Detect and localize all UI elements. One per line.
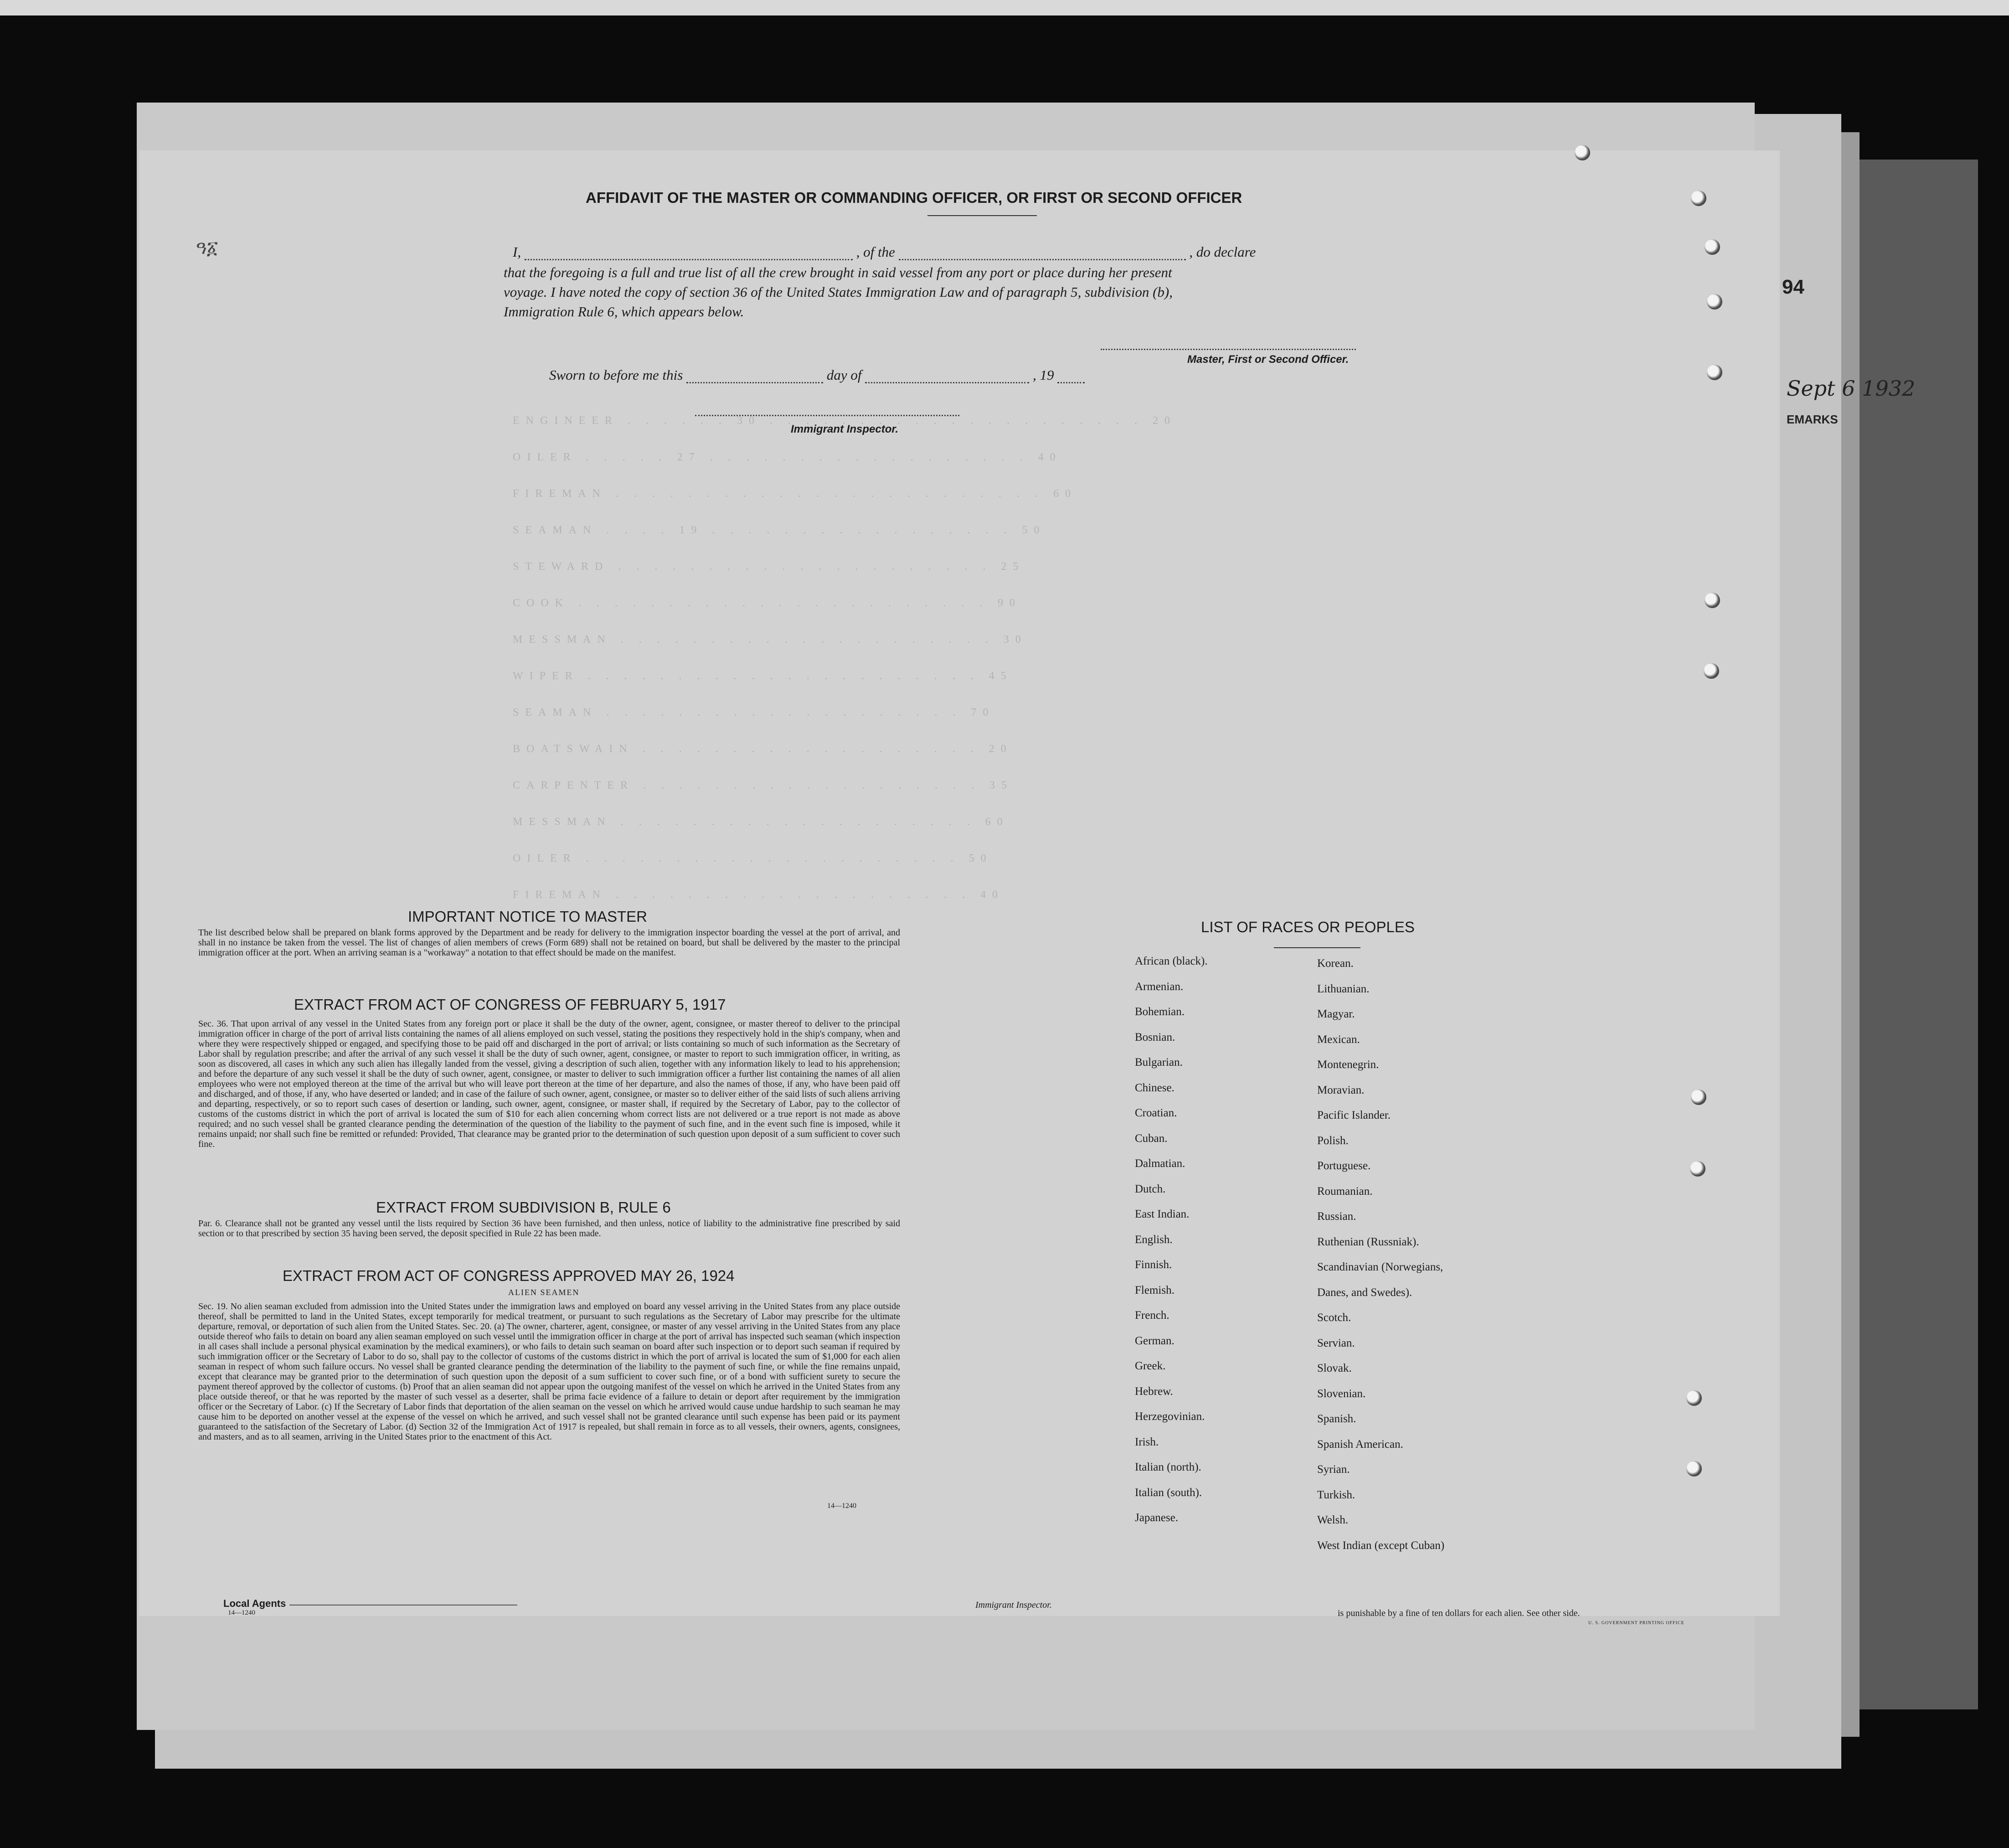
race-item: Bohemian. bbox=[1135, 1006, 1185, 1018]
affidavit-line-2: that the foregoing is a full and true list of all the crew brought in said vessel from any port or place during her present bbox=[504, 264, 1172, 280]
races-title: LIST OF RACES OR PEOPLES bbox=[1201, 919, 1415, 935]
binder-hole bbox=[1686, 1461, 1702, 1476]
bleedthrough-row: FIREMAN . . . . . . . . . . . . . . . . . . . . 40 bbox=[513, 889, 1004, 901]
race-item: Bosnian. bbox=[1135, 1031, 1175, 1043]
races-title-rule bbox=[1274, 947, 1360, 948]
race-item: Lithuanian. bbox=[1317, 982, 1370, 995]
affidavit-of-the-label: , of the bbox=[856, 244, 895, 260]
race-item: Slovak. bbox=[1317, 1362, 1352, 1374]
race-item: Irish. bbox=[1135, 1435, 1159, 1448]
race-item: French. bbox=[1135, 1309, 1169, 1321]
bleedthrough-row: SEAMAN . . . . 19 . . . . . . . . . . . . . . . . . 50 bbox=[513, 524, 1046, 536]
race-item: Croatian. bbox=[1135, 1107, 1177, 1119]
remarks-column-label: EMARKS bbox=[1787, 413, 1838, 426]
extract-rule6-title: EXTRACT FROM SUBDIVISION B, RULE 6 bbox=[376, 1199, 671, 1216]
extract-rule6-body: Par. 6. Clearance shall not be granted any vessel until the lists required by Section 36 have been furnished, and then unless, notice of liability to the administrative fine prescribed by said section or to that prescribed by section 35 having been served, the deposit specified in Rule 22 has been made. bbox=[198, 1218, 900, 1239]
extract-1917-title: EXTRACT FROM ACT OF CONGRESS OF FEBRUARY 5, 1917 bbox=[294, 996, 726, 1013]
local-agents-form: 14—1240 bbox=[228, 1609, 255, 1616]
race-item: Mexican. bbox=[1317, 1033, 1360, 1046]
bleedthrough-row: BOATSWAIN . . . . . . . . . . . . . . . . . . . 20 bbox=[513, 743, 1013, 755]
affidavit-declare-label: , do declare bbox=[1189, 244, 1256, 260]
race-item: Russian. bbox=[1317, 1210, 1356, 1223]
binder-hole bbox=[1705, 593, 1720, 608]
year-prefix: , 19 bbox=[1032, 367, 1054, 383]
affidavit-sheet bbox=[139, 150, 1780, 1626]
page-number: 94 bbox=[1782, 276, 1804, 298]
master-signature-label: Master, First or Second Officer. bbox=[1187, 353, 1349, 366]
race-item: German. bbox=[1135, 1334, 1174, 1347]
bleedthrough-row: OILER . . . . . 27 . . . . . . . . . . . . . . . . . . 40 bbox=[513, 451, 1062, 463]
race-item: West Indian (except Cuban) bbox=[1317, 1539, 1445, 1552]
form-number: 14—1240 bbox=[827, 1502, 856, 1510]
extract-1924-body: Sec. 19. No alien seaman excluded from admission into the United States under the immigration laws and employed on board any vessel arriving in the United States from any place outside thereof, shall be permitted to land in the United States, except temporarily for medical treatment, or pursuant to such regulations as the Secretary of Labor may prescribe for the ultimate departure, removal, or deportation of such alien from the United States. Sec. 20. (a) The owner, charterer, agent, consignee, or master of any vessel arriving in the United States from any place outside thereof who fails to detain on board any alien seaman employed on such vessel until the immigration officer in charge at the port of arrival has inspected such seaman (which inspection in all cases shall include a personal physical examination by the medical examiners), or who fails to detain such seaman on board after such inspection or to deport such seaman if required by such immigration officer or the Secretary of Labor to do so, shall pay to the collector of customs of the customs district in which the port of arrival is located the sum of $1,000 for each alien seaman in respect of whom such failure occurs. No vessel shall be granted clearance pending the determination of the liability to the payment of such fine, or while the fine remains unpaid, except that clearance may be granted prior to the determination of such question upon the deposit of a sum sufficient to cover such fine, or of a bond with sufficient surety to secure the payment thereof approved by the collector of customs. (b) Proof that an alien seaman did not appear upon the outgoing manifest of the vessel on which he arrived in the United States from any place outside thereof, or that he was reported by the master of such vessel as a deserter, shall be prima facie evidence of a failure to detain or deport after requirement by the immigration officer or the Secretary of Labor. (c) If the Secretary of Labor finds that deportation of the alien seaman on the vessel on which he arrived would cause undue hardship to such seaman he may cause him to be deported on another vessel at the expense of the vessel on which he arrived, and such vessel shall not be granted clearance until such expense has been paid or its payment guaranteed to the satisfaction of the Secretary of Labor. (d) Section 32 of the Immigration Act of 1917 is repealed, but shall remain in force as to all vessels, their owners, agents, consignees, and masters, and as to all seamen, arriving in the United States prior to the enactment of this Act. bbox=[198, 1301, 900, 1442]
bleedthrough-row: CARPENTER . . . . . . . . . . . . . . . . . . . 35 bbox=[513, 779, 1014, 791]
race-item: Montenegrin. bbox=[1317, 1058, 1379, 1071]
race-item: Dutch. bbox=[1135, 1182, 1166, 1195]
race-item: Finnish. bbox=[1135, 1259, 1172, 1271]
race-item: Cuban. bbox=[1135, 1132, 1168, 1145]
notice-title: IMPORTANT NOTICE TO MASTER bbox=[408, 908, 648, 925]
race-item: Chinese. bbox=[1135, 1081, 1174, 1094]
sworn-month-blank[interactable] bbox=[865, 382, 1029, 383]
race-item: Dalmatian. bbox=[1135, 1157, 1185, 1170]
race-item: Slovenian. bbox=[1317, 1387, 1366, 1400]
race-item: Spanish. bbox=[1317, 1413, 1356, 1425]
race-item: English. bbox=[1135, 1233, 1173, 1246]
bleedthrough-row: MESSMAN . . . . . . . . . . . . . . . . . . . . 60 bbox=[513, 816, 1009, 828]
affidavit-line-4: Immigration Rule 6, which appears below. bbox=[504, 304, 744, 320]
race-item: Scandinavian (Norwegians, bbox=[1317, 1261, 1443, 1273]
sworn-line bbox=[549, 367, 1085, 383]
notice-body: The list described below shall be prepared on blank forms approved by the Department and be ready for delivery to the immigration inspector boarding the vessel at the port of arrival, and shall in no instance be taken from the vessel. The list of changes of alien members of crews (Form 689) shall not be retained on board, but shall be delivered by the master to the principal immigration officer at the port. When an arriving seaman is a "workaway" a notation to that effect should be made on the manifest. bbox=[198, 928, 900, 958]
race-item: Magyar. bbox=[1317, 1008, 1355, 1020]
bleedthrough-row: FIREMAN . . . . . . . . . . . . . . . . . . . . . . . . 60 bbox=[513, 488, 1077, 500]
viewer-top-bar bbox=[0, 0, 2009, 15]
title-rule bbox=[927, 215, 1037, 216]
sworn-text: Sworn to before me this bbox=[549, 367, 683, 383]
bleedthrough-row: STEWARD . . . . . . . . . . . . . . . . . . . . . 25 bbox=[513, 561, 1025, 573]
bleedthrough-row: OILER . . . . . . . . . . . . . . . . . . . . . 50 bbox=[513, 852, 993, 864]
printer-line: U. S. GOVERNMENT PRINTING OFFICE bbox=[1588, 1621, 1684, 1626]
extract-1924-title: EXTRACT FROM ACT OF CONGRESS APPROVED MAY 26, 1924 bbox=[283, 1267, 735, 1284]
sworn-year-blank[interactable] bbox=[1057, 382, 1085, 383]
race-item: Pacific Islander. bbox=[1317, 1109, 1391, 1121]
race-item: Armenian. bbox=[1135, 980, 1184, 993]
binder-hole bbox=[1691, 191, 1706, 206]
race-item: African (black). bbox=[1135, 955, 1208, 967]
race-item: Italian (south). bbox=[1135, 1486, 1202, 1499]
race-item: Syrian. bbox=[1317, 1463, 1350, 1476]
bleedthrough-row: COOK . . . . . . . . . . . . . . . . . . . . . . . 90 bbox=[513, 597, 1022, 609]
binder-hole bbox=[1707, 294, 1722, 310]
bleedthrough-row: SEAMAN . . . . . . . . . . . . . . . . . . . . 70 bbox=[513, 707, 995, 718]
binder-hole bbox=[1686, 1390, 1702, 1406]
race-item: Polish. bbox=[1317, 1134, 1349, 1147]
handwritten-date-stamp: Sept 6 1932 bbox=[1787, 376, 1916, 401]
race-item: Japanese. bbox=[1135, 1512, 1179, 1524]
day-of-text: day of bbox=[826, 367, 862, 383]
footer-inspector-label: Immigrant Inspector. bbox=[975, 1600, 1052, 1610]
local-agents-label: Local Agents bbox=[223, 1598, 286, 1609]
race-item: Servian. bbox=[1317, 1337, 1355, 1349]
race-item: Flemish. bbox=[1135, 1284, 1174, 1296]
race-item: Hebrew. bbox=[1135, 1385, 1173, 1398]
affidavit-line-1 bbox=[513, 244, 1256, 260]
race-item: Moravian. bbox=[1317, 1084, 1365, 1096]
race-item: Welsh. bbox=[1317, 1514, 1349, 1526]
race-item: Roumanian. bbox=[1317, 1185, 1373, 1198]
master-signature-blank[interactable] bbox=[1101, 349, 1356, 350]
race-item: Greek. bbox=[1135, 1360, 1166, 1372]
name-blank[interactable] bbox=[525, 259, 853, 260]
race-item: Turkish. bbox=[1317, 1488, 1355, 1501]
binder-hole bbox=[1707, 365, 1722, 380]
race-item: East Indian. bbox=[1135, 1208, 1190, 1220]
bleedthrough-row: ENGINEER . . . . . . 30 . . . . . . . . . . . . . . . . . . . . . 20 bbox=[513, 415, 1176, 427]
bleedthrough-row: MESSMAN . . . . . . . . . . . . . . . . . . . . . 30 bbox=[513, 634, 1027, 645]
extract-1917-body: Sec. 36. That upon arrival of any vessel in the United States from any foreign port or place it shall be the duty of the owner, agent, consignee, or master thereof to deliver to the principal immigration officer in charge of the port of arrival lists containing the names of all aliens employed on such vessel, stating the positions they respectively hold in the ship's company, when and where they were respectively shipped or engaged, and specifying those to be paid off and discharged in the port of arrival; or lists containing so much of such information as the Secretary of Labor shall by regulation prescribe; and after the arrival of any such vessel it shall be the duty of such owner, agent, consignee, or master to report to such immigration officer, in writing, as soon as discovered, all cases in which any such alien has illegally landed from the vessel, giving a description of such alien, together with any information likely to lead to his apprehension; and before the departure of any such vessel it shall be the duty of such owner, agent, consignee, or master to deliver to such immigration officer a further list containing the names of all alien employees who were not employed thereon at the time of the arrival but who will leave port thereon at the time of her departure, and also the names of those, if any, who have been paid off and discharged, and of those, if any, who have deserted or landed; and in case of the failure of such owner, agent, consignee, or master so to deliver either of the said lists of such aliens arriving and departing, respectively, or so to report such cases of desertion or landing, such owner, agent, consignee, or master shall, if required by the Secretary of Labor, pay to the collector of customs of the customs district in which the port of arrival is located the sum of $10 for each alien concerning whom correct lists are not delivered or a true report is not made as above required; and no such vessel shall be granted clearance pending the determination of the question of the liability to the payment of such fine, and in the event such fine is imposed, while it remains unpaid; nor shall such fine be remitted or refunded: Provided, That clearance may be granted prior to the determination of such question upon deposit of a sum sufficient to cover such fine. bbox=[198, 1019, 900, 1149]
affidavit-line-3: voyage. I have noted the copy of section 36 of the United States Immigration Law and of paragraph 5, subdivision (b), bbox=[504, 284, 1173, 300]
race-item: Bulgarian. bbox=[1135, 1056, 1183, 1069]
footer-fine-notice: is punishable by a fine of ten dollars for each alien. See other side. bbox=[1338, 1608, 1580, 1618]
race-item: Spanish American. bbox=[1317, 1438, 1403, 1451]
race-item: Italian (north). bbox=[1135, 1461, 1201, 1473]
race-item: Herzegovinian. bbox=[1135, 1410, 1205, 1423]
sworn-day-blank[interactable] bbox=[686, 382, 823, 383]
inspector-signature-blank[interactable] bbox=[695, 415, 959, 416]
vessel-blank[interactable] bbox=[899, 259, 1186, 260]
race-item: Korean. bbox=[1317, 957, 1354, 970]
bleedthrough-row: WIPER . . . . . . . . . . . . . . . . . . . . . . 45 bbox=[513, 670, 1013, 682]
race-item: Ruthenian (Russniak). bbox=[1317, 1235, 1419, 1248]
inspector-label: Immigrant Inspector. bbox=[791, 423, 899, 435]
binder-hole bbox=[1691, 1089, 1706, 1105]
binder-hole bbox=[1704, 663, 1719, 679]
handwritten-mark: ዓ፩ bbox=[196, 237, 218, 258]
affidavit-title: AFFIDAVIT OF THE MASTER OR COMMANDING OFFICER, OR FIRST OR SECOND OFFICER bbox=[586, 189, 1242, 206]
binder-hole bbox=[1690, 1161, 1705, 1177]
race-item: Scotch. bbox=[1317, 1311, 1351, 1324]
affidavit-i-label: I, bbox=[513, 244, 521, 260]
race-item: Danes, and Swedes). bbox=[1317, 1286, 1412, 1299]
binder-hole bbox=[1705, 239, 1720, 255]
binder-hole bbox=[1575, 145, 1590, 160]
extract-1924-subtitle: ALIEN SEAMEN bbox=[508, 1288, 580, 1297]
race-item: Portuguese. bbox=[1317, 1160, 1371, 1172]
